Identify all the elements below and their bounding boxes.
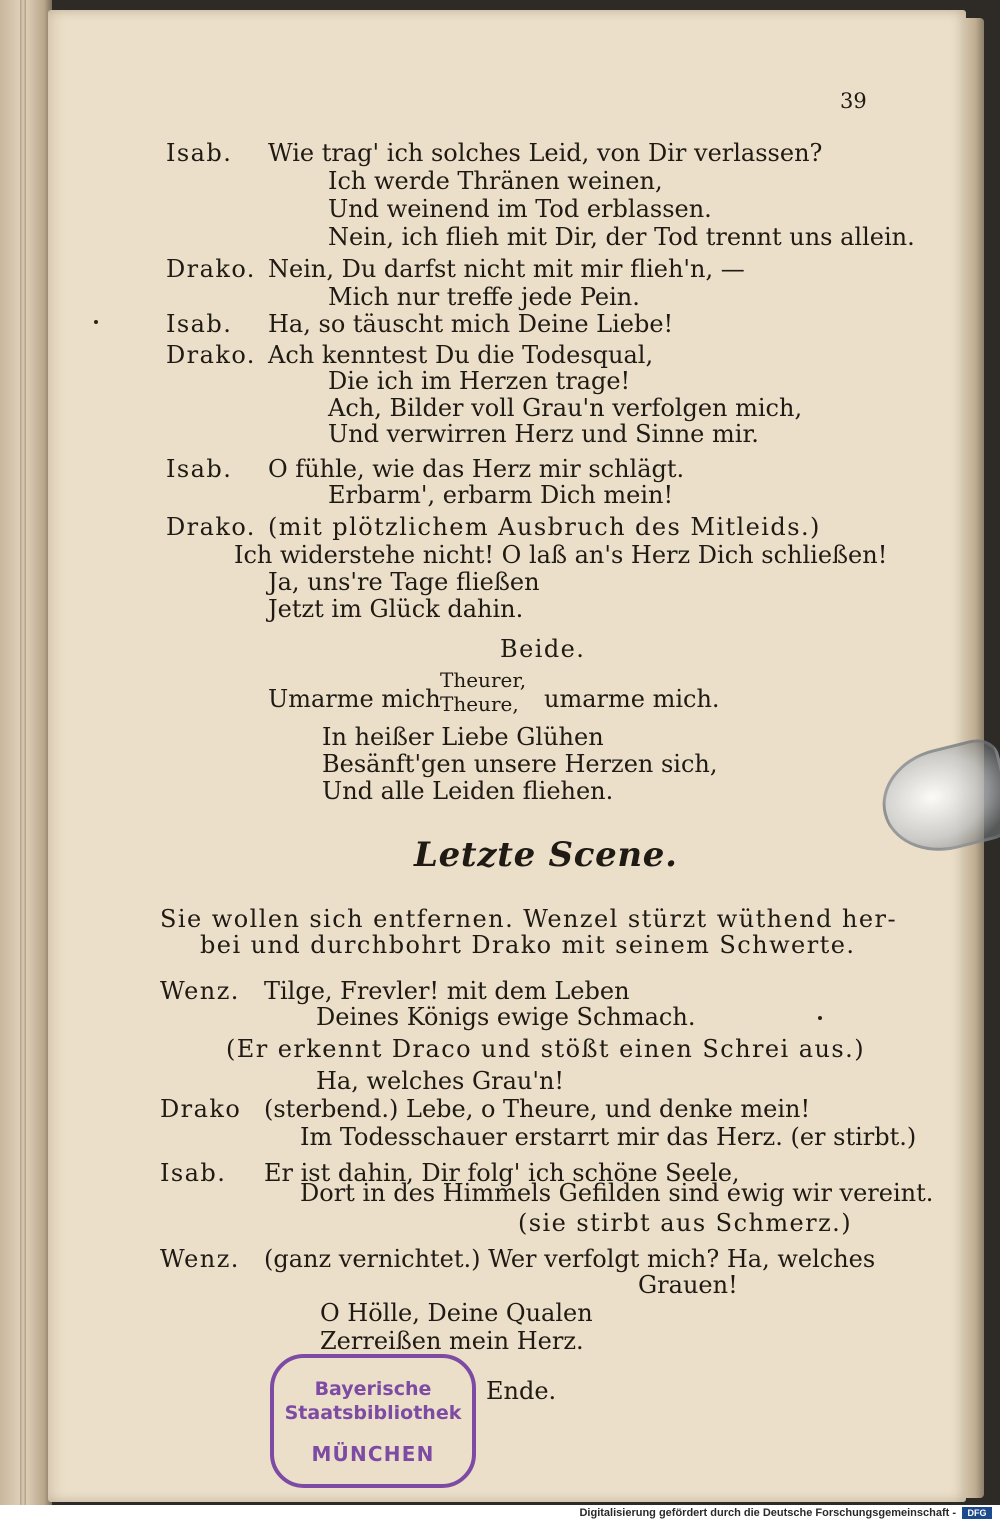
verse-line: Mich nur treffe jede Pein. [328, 283, 640, 311]
verse-line: Dort in des Himmels Gefilden sind ewig wir vereint. [300, 1179, 934, 1207]
book-page [48, 10, 966, 1502]
verse-line: O fühle, wie das Herz mir schlägt. [268, 455, 685, 483]
dfg-logo: DFG [962, 1507, 992, 1519]
verse-line: Die ich im Herzen trage! [328, 367, 631, 395]
speaker-label: Isab. [166, 310, 233, 338]
speaker-label: Isab. [160, 1159, 227, 1187]
verse-line: Ach, Bilder voll Grau'n verfolgen mich, [328, 394, 803, 422]
speaker-label: Drako [160, 1095, 242, 1123]
library-stamp [270, 1354, 476, 1488]
footer-bar [0, 1505, 1000, 1522]
ending-word: Ende. [486, 1377, 557, 1405]
scene-heading: Letzte Scene. [414, 835, 678, 875]
verse-line: Wie trag' ich solches Leid, von Dir verlassen? [268, 139, 823, 167]
speaker-label: Isab. [166, 455, 233, 483]
verse-line: Deines Königs ewige Schmach. [316, 1003, 696, 1031]
verse-line: Ich werde Thränen weinen, [328, 167, 663, 195]
verse-line: Ja, uns're Tage fließen [268, 568, 540, 596]
stage-direction: bei und durchbohrt Drako mit seinem Schwerte. [200, 931, 856, 959]
speaker-label: Wenz. [160, 1245, 240, 1273]
speaker-label: Beide. [500, 635, 586, 663]
stamp-line: Bayerische [314, 1378, 432, 1400]
verse-line: Und weinend im Tod erblassen. [328, 195, 712, 223]
verse-line: Nein, Du darfst nicht mit mir flieh'n, — [268, 255, 745, 283]
verse-line: O Hölle, Deine Qualen [320, 1299, 593, 1327]
verse-line: Besänft'gen unsere Herzen sich, [322, 750, 718, 778]
verse-line: Er ist dahin, Dir folg' ich schöne Seele, [264, 1159, 740, 1187]
verse-line: Tilge, Frevler! mit dem Leben [264, 977, 630, 1005]
book-gutter [20, 0, 26, 1505]
verse-line: Im Todesschauer erstarrt mir das Herz. (er stirbt.) [300, 1123, 917, 1151]
verse-line: In heißer Liebe Glühen [322, 723, 604, 751]
speaker-label: Isab. [166, 139, 233, 167]
verse-line: (sterbend.) Lebe, o Theure, und denke mein! [264, 1095, 811, 1123]
speaker-label: Drako. [166, 255, 256, 283]
stage-direction: (Er erkennt Draco und stößt einen Schrei aus.) [226, 1035, 866, 1063]
page-number: 39 [840, 89, 867, 113]
verse-line: Zerreißen mein Herz. [320, 1327, 584, 1355]
verse-line: Erbarm', erbarm Dich mein! [328, 481, 674, 509]
footer-credit: Digitalisierung gefördert durch die Deutsche Forschungsgemeinschaft - [579, 1507, 956, 1519]
verse-variant: Theurer, [440, 668, 527, 692]
verse-line: Nein, ich flieh mit Dir, der Tod trennt uns allein. [328, 223, 915, 251]
stage-direction: (mit plötzlichem Ausbruch des Mitleids.) [268, 513, 821, 541]
verse-line: (ganz vernichtet.) Wer verfolgt mich? Ha, welches [264, 1245, 876, 1273]
speck [818, 1016, 822, 1020]
speck [94, 320, 98, 324]
verse-line: Jetzt im Glück dahin. [268, 595, 524, 623]
speaker-label: Wenz. [160, 977, 240, 1005]
verse-line: Ha, so täuscht mich Deine Liebe! [268, 310, 674, 338]
stage-direction: Sie wollen sich entfernen. Wenzel stürzt wüthend her- [160, 905, 897, 933]
left-page-edge [0, 0, 52, 1505]
stage-direction: (sie stirbt aus Schmerz.) [518, 1209, 853, 1237]
stamp-line: Staatsbibliothek [284, 1402, 462, 1424]
verse-line: Umarme mich [268, 685, 441, 713]
speaker-label: Drako. [166, 341, 256, 369]
verse-line: Und alle Leiden fliehen. [322, 777, 614, 805]
verse-line: Ach kenntest Du die Todesqual, [268, 341, 654, 369]
speaker-label: Drako. [166, 513, 256, 541]
verse-line: Und verwirren Herz und Sinne mir. [328, 420, 759, 448]
verse-line: umarme mich. [544, 685, 720, 713]
verse-variant: Theure, [440, 692, 519, 716]
verse-line: Ich widerstehe nicht! O laß an's Herz Dich schließen! [234, 541, 888, 569]
verse-line: Ha, welches Grau'n! [316, 1067, 565, 1095]
stamp-line: MÜNCHEN [311, 1442, 435, 1466]
verse-line: Grauen! [638, 1271, 738, 1299]
